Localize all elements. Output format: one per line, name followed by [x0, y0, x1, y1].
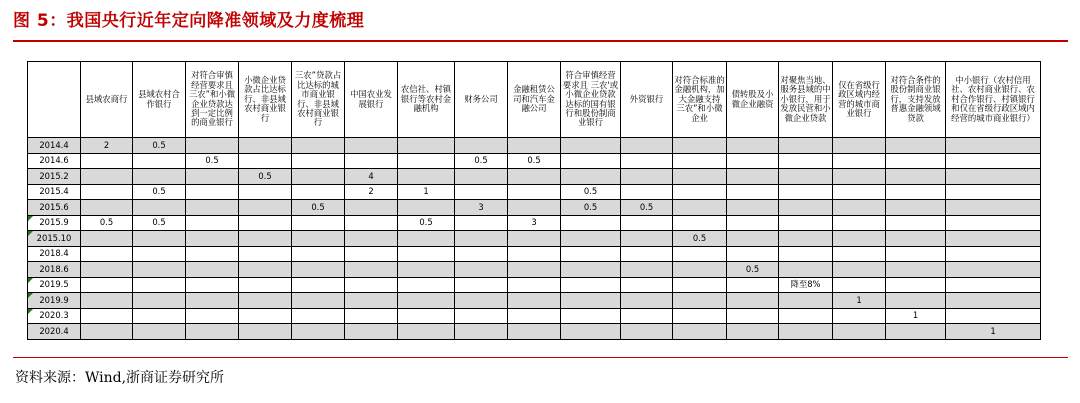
table-row [28, 231, 1041, 247]
date-cell: 2015.9 [28, 215, 81, 231]
date-cell: 2014.4 [28, 138, 81, 154]
value-cell [455, 277, 508, 293]
column-header: 中国农业发展银行 [345, 62, 398, 138]
table-header-row [28, 62, 1041, 138]
value-cell [886, 169, 946, 185]
value-cell: 0.5 [727, 262, 779, 278]
value-cell [508, 324, 561, 340]
value-cell: 降至8% [779, 277, 833, 293]
column-header: 外资银行 [621, 62, 673, 138]
value-cell [673, 215, 727, 231]
value-cell [561, 231, 621, 247]
value-cell [239, 308, 292, 324]
value-cell [186, 184, 239, 200]
value-cell [833, 200, 886, 216]
value-cell: 3 [508, 215, 561, 231]
value-cell [673, 277, 727, 293]
value-cell: 0.5 [621, 200, 673, 216]
value-cell [833, 231, 886, 247]
value-cell [727, 169, 779, 185]
value-cell [345, 246, 398, 262]
column-header: 债转股及小微企业融资 [727, 62, 779, 138]
value-cell [133, 262, 186, 278]
value-cell [398, 231, 455, 247]
value-cell [727, 308, 779, 324]
value-cell [455, 231, 508, 247]
value-cell [886, 293, 946, 309]
column-header: 金融租赁公司和汽车金融公司 [508, 62, 561, 138]
table-row [28, 246, 1041, 262]
value-cell [727, 184, 779, 200]
value-cell [946, 184, 1041, 200]
value-cell [779, 324, 833, 340]
date-cell: 2015.4 [28, 184, 81, 200]
figure-title: 图 5：我国央行近年定向降准领域及力度梳理 [13, 11, 365, 31]
rrr-cut-table [27, 61, 1041, 340]
date-cell: 2018.6 [28, 262, 81, 278]
column-header: 对聚焦当地、服务县域的中小银行，用于发放民营和小微企业贷款 [779, 62, 833, 138]
value-cell [727, 324, 779, 340]
value-cell [239, 246, 292, 262]
value-cell [508, 200, 561, 216]
value-cell: 0.5 [133, 215, 186, 231]
value-cell [621, 277, 673, 293]
value-cell [727, 293, 779, 309]
date-cell: 2019.5 [28, 277, 81, 293]
value-cell [621, 215, 673, 231]
value-cell: 0.5 [186, 153, 239, 169]
value-cell [455, 184, 508, 200]
value-cell [81, 293, 133, 309]
value-cell [886, 215, 946, 231]
value-cell [886, 277, 946, 293]
date-cell: 2015.6 [28, 200, 81, 216]
value-cell [833, 246, 886, 262]
value-cell [779, 153, 833, 169]
table-row [28, 324, 1041, 340]
value-cell [81, 169, 133, 185]
column-header: 县域农村合作银行 [133, 62, 186, 138]
value-cell [133, 200, 186, 216]
value-cell [186, 324, 239, 340]
value-cell [727, 200, 779, 216]
value-cell: 2 [81, 138, 133, 154]
value-cell [133, 169, 186, 185]
value-cell [398, 246, 455, 262]
value-cell [345, 215, 398, 231]
value-cell [886, 184, 946, 200]
table-row [28, 138, 1041, 154]
value-cell [455, 324, 508, 340]
value-cell [779, 231, 833, 247]
table-row [28, 169, 1041, 185]
value-cell [833, 138, 886, 154]
value-cell [81, 308, 133, 324]
value-cell [345, 277, 398, 293]
value-cell [345, 262, 398, 278]
value-cell [621, 184, 673, 200]
value-cell [292, 215, 345, 231]
value-cell: 0.5 [561, 184, 621, 200]
value-cell [345, 324, 398, 340]
value-cell [561, 324, 621, 340]
value-cell [239, 184, 292, 200]
value-cell [673, 262, 727, 278]
value-cell [779, 184, 833, 200]
value-cell [779, 246, 833, 262]
value-cell [186, 293, 239, 309]
value-cell [946, 200, 1041, 216]
value-cell [455, 246, 508, 262]
value-cell [398, 169, 455, 185]
value-cell: 0.5 [239, 169, 292, 185]
value-cell [561, 169, 621, 185]
value-cell [673, 200, 727, 216]
value-cell [81, 184, 133, 200]
value-cell [621, 138, 673, 154]
value-cell [946, 138, 1041, 154]
value-cell [186, 200, 239, 216]
table-row [28, 277, 1041, 293]
value-cell [239, 215, 292, 231]
value-cell [946, 215, 1041, 231]
value-cell [621, 308, 673, 324]
value-cell [239, 138, 292, 154]
value-cell [833, 153, 886, 169]
value-cell [673, 184, 727, 200]
value-cell: 0.5 [561, 200, 621, 216]
value-cell [292, 262, 345, 278]
value-cell [833, 215, 886, 231]
column-header: 小微企业贷款占比达标行、非县域农村商业银行 [239, 62, 292, 138]
table-row [28, 153, 1041, 169]
value-cell: 1 [946, 324, 1041, 340]
value-cell [727, 246, 779, 262]
table-row [28, 262, 1041, 278]
value-cell [779, 293, 833, 309]
value-cell [398, 308, 455, 324]
value-cell [621, 293, 673, 309]
value-cell [621, 246, 673, 262]
value-cell [946, 262, 1041, 278]
value-cell [81, 231, 133, 247]
title-divider [13, 40, 1068, 42]
source-note: 资料来源：Wind,浙商证券研究所 [15, 370, 225, 386]
value-cell [239, 200, 292, 216]
value-cell: 0.5 [81, 215, 133, 231]
value-cell [398, 324, 455, 340]
value-cell [345, 308, 398, 324]
column-header: 仅在省级行政区域内经营的城市商业银行 [833, 62, 886, 138]
value-cell [508, 246, 561, 262]
value-cell [886, 246, 946, 262]
value-cell [561, 308, 621, 324]
column-header: 三农”贷款占比达标的城市商业银行、非县域农村商业银行 [292, 62, 345, 138]
value-cell [508, 169, 561, 185]
column-header: 对符合标准的金融机构，加大金融支持 三农”和小微企业 [673, 62, 727, 138]
value-cell [398, 200, 455, 216]
value-cell: 0.5 [455, 153, 508, 169]
value-cell [946, 169, 1041, 185]
value-cell [621, 153, 673, 169]
value-cell [292, 169, 345, 185]
value-cell [133, 293, 186, 309]
value-cell [561, 153, 621, 169]
value-cell [345, 293, 398, 309]
value-cell [727, 138, 779, 154]
value-cell: 0.5 [133, 184, 186, 200]
value-cell [239, 262, 292, 278]
value-cell [508, 184, 561, 200]
value-cell: 0.5 [673, 231, 727, 247]
value-cell [673, 246, 727, 262]
date-cell: 2015.2 [28, 169, 81, 185]
value-cell [621, 169, 673, 185]
value-cell [81, 200, 133, 216]
value-cell [186, 215, 239, 231]
value-cell [673, 293, 727, 309]
value-cell [621, 324, 673, 340]
value-cell [946, 308, 1041, 324]
value-cell [561, 138, 621, 154]
value-cell [239, 153, 292, 169]
value-cell [455, 308, 508, 324]
value-cell [292, 324, 345, 340]
value-cell [398, 153, 455, 169]
value-cell [833, 262, 886, 278]
value-cell [779, 215, 833, 231]
column-header: 中小银行（农村信用社、农村商业银行、农村合作银行、村镇银行和仅在省级行政区域内经营的城市商业银行） [946, 62, 1041, 138]
value-cell [673, 169, 727, 185]
column-header: 符合审慎经营要求且 三农'或小微企业贷款达标的国有银行和股份制商业银行 [561, 62, 621, 138]
value-cell [621, 231, 673, 247]
value-cell: 0.5 [398, 215, 455, 231]
column-header: 县域农商行 [81, 62, 133, 138]
value-cell [133, 308, 186, 324]
value-cell [727, 153, 779, 169]
value-cell [186, 262, 239, 278]
date-cell: 2019.9 [28, 293, 81, 309]
table-row [28, 308, 1041, 324]
value-cell [508, 231, 561, 247]
value-cell [727, 231, 779, 247]
value-cell: 1 [398, 184, 455, 200]
value-cell [398, 138, 455, 154]
value-cell [886, 231, 946, 247]
value-cell [727, 215, 779, 231]
value-cell [673, 153, 727, 169]
value-cell [833, 169, 886, 185]
value-cell [239, 277, 292, 293]
value-cell [946, 231, 1041, 247]
value-cell [886, 153, 946, 169]
table-row [28, 200, 1041, 216]
column-header: 对符合条件的股份制商业银行，支持发放普惠金融领域贷款 [886, 62, 946, 138]
policy-table-container [27, 61, 1041, 340]
table-row [28, 215, 1041, 231]
value-cell: 4 [345, 169, 398, 185]
value-cell [292, 231, 345, 247]
value-cell [398, 262, 455, 278]
value-cell [239, 293, 292, 309]
value-cell [946, 277, 1041, 293]
value-cell [455, 293, 508, 309]
column-header: 对符合审慎经营要求且三农”和小微企业贷款达到一定比例的商业银行 [186, 62, 239, 138]
value-cell [292, 308, 345, 324]
value-cell [292, 138, 345, 154]
value-cell [292, 246, 345, 262]
value-cell [561, 215, 621, 231]
value-cell [833, 324, 886, 340]
value-cell [133, 231, 186, 247]
value-cell [186, 169, 239, 185]
value-cell [186, 246, 239, 262]
value-cell [186, 231, 239, 247]
value-cell [81, 262, 133, 278]
value-cell [81, 277, 133, 293]
value-cell [455, 215, 508, 231]
date-cell: 2015.10 [28, 231, 81, 247]
value-cell [81, 246, 133, 262]
column-header: 农信社、村镇银行等农村金融机构 [398, 62, 455, 138]
value-cell [133, 246, 186, 262]
value-cell [621, 262, 673, 278]
date-cell: 2020.4 [28, 324, 81, 340]
value-cell [398, 277, 455, 293]
value-cell [239, 324, 292, 340]
value-cell [779, 138, 833, 154]
value-cell [345, 200, 398, 216]
value-cell [186, 277, 239, 293]
value-cell [561, 293, 621, 309]
value-cell [946, 293, 1041, 309]
column-header: 财务公司 [455, 62, 508, 138]
value-cell [886, 200, 946, 216]
date-cell: 2020.3 [28, 308, 81, 324]
value-cell: 0.5 [508, 153, 561, 169]
value-cell [81, 153, 133, 169]
value-cell [186, 138, 239, 154]
value-cell [833, 308, 886, 324]
value-cell [186, 308, 239, 324]
value-cell [561, 246, 621, 262]
value-cell: 0.5 [292, 200, 345, 216]
value-cell [345, 231, 398, 247]
value-cell [292, 184, 345, 200]
value-cell [508, 138, 561, 154]
value-cell [398, 293, 455, 309]
value-cell [292, 277, 345, 293]
table-row [28, 184, 1041, 200]
value-cell [833, 184, 886, 200]
value-cell [455, 262, 508, 278]
value-cell [886, 262, 946, 278]
bottom-divider [13, 357, 1068, 358]
value-cell [508, 308, 561, 324]
value-cell [886, 324, 946, 340]
value-cell [946, 153, 1041, 169]
value-cell [508, 277, 561, 293]
header-corner-cell [28, 62, 81, 138]
table-row [28, 293, 1041, 309]
value-cell [455, 169, 508, 185]
value-cell [239, 231, 292, 247]
value-cell [81, 324, 133, 340]
value-cell [133, 324, 186, 340]
value-cell [727, 277, 779, 293]
value-cell: 2 [345, 184, 398, 200]
value-cell [673, 308, 727, 324]
value-cell [133, 153, 186, 169]
value-cell [561, 277, 621, 293]
value-cell [508, 293, 561, 309]
value-cell [779, 169, 833, 185]
value-cell [455, 138, 508, 154]
value-cell [779, 200, 833, 216]
value-cell [292, 153, 345, 169]
value-cell [292, 293, 345, 309]
value-cell [133, 277, 186, 293]
value-cell: 0.5 [133, 138, 186, 154]
date-cell: 2014.6 [28, 153, 81, 169]
value-cell [886, 138, 946, 154]
value-cell [508, 262, 561, 278]
value-cell: 3 [455, 200, 508, 216]
value-cell [673, 324, 727, 340]
value-cell [673, 138, 727, 154]
value-cell [946, 246, 1041, 262]
date-cell: 2018.4 [28, 246, 81, 262]
value-cell [779, 262, 833, 278]
value-cell [833, 277, 886, 293]
value-cell: 1 [886, 308, 946, 324]
value-cell [779, 308, 833, 324]
value-cell: 1 [833, 293, 886, 309]
value-cell [345, 153, 398, 169]
value-cell [561, 262, 621, 278]
value-cell [345, 138, 398, 154]
table-body [28, 138, 1041, 340]
